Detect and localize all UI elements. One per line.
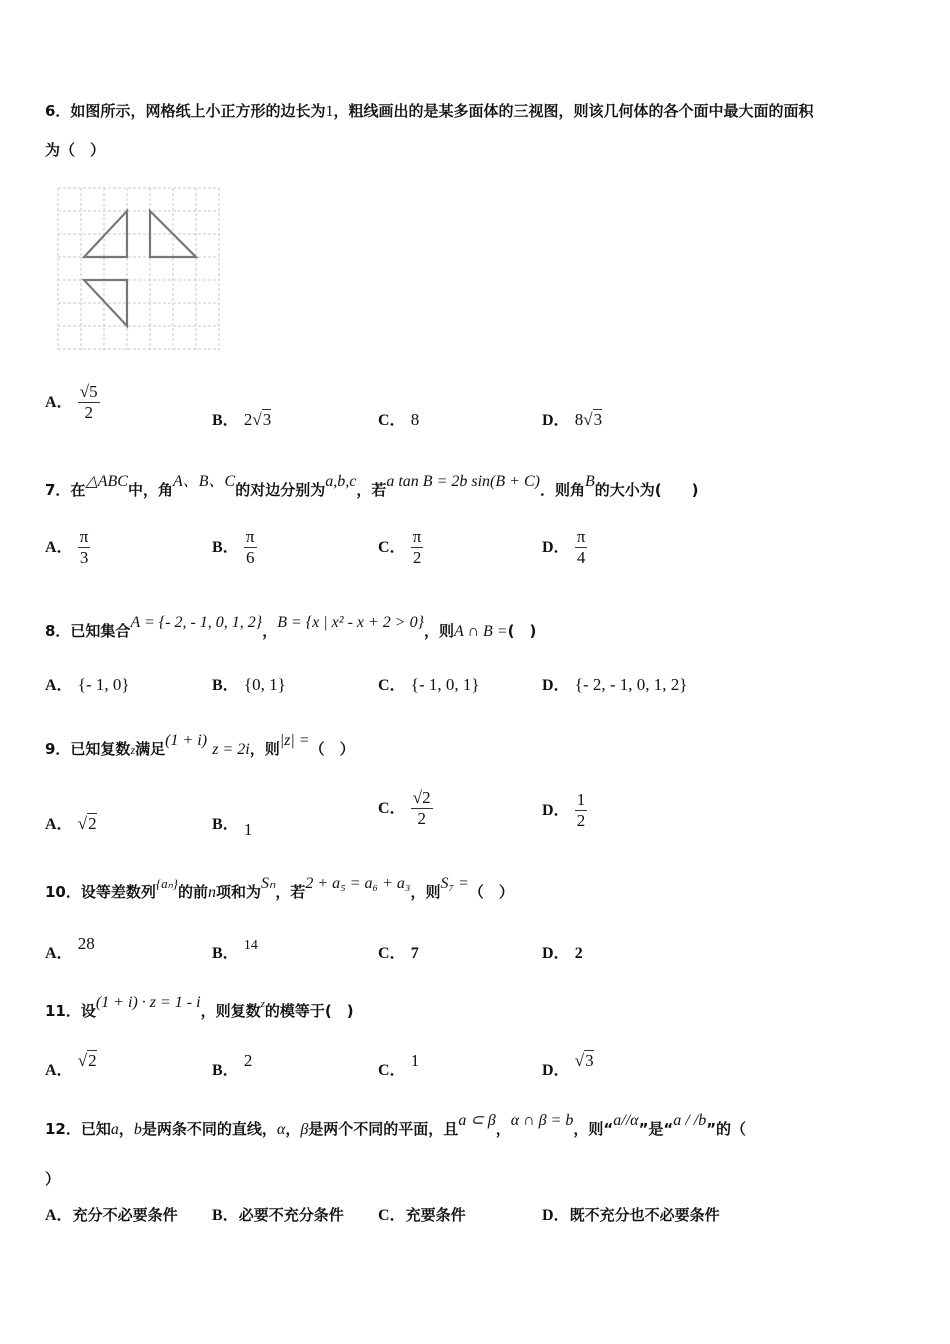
q7-p3: 的对边分别为 — [235, 481, 326, 499]
q7-options-B-label: B． — [212, 539, 239, 556]
q7-options-A-num: π — [79, 527, 89, 546]
q7-angB: B — [584, 473, 595, 490]
q12-p2: ， — [118, 1120, 134, 1138]
q9-option-d[interactable] — [542, 790, 587, 831]
q9-eq2: z = 2i — [212, 741, 250, 758]
q12-options-C-text: 充要条件 — [405, 1206, 466, 1224]
q9-options-D-label: D． — [542, 802, 570, 819]
q12-option-c[interactable] — [378, 1202, 466, 1225]
q10-option-a[interactable] — [45, 934, 95, 963]
q8-p3: ，则 — [424, 622, 455, 640]
q11-option-b[interactable] — [212, 1051, 253, 1080]
q9-p4: （ ） — [309, 740, 355, 758]
q9-eq1: (1 + i) — [165, 732, 208, 749]
q7-options-A-den: 3 — [79, 548, 89, 567]
question-12-stem — [45, 1112, 747, 1142]
q6-text_b: ，粗线画出的是某多面体的三视图，则该几何体的各个面中最大面的面积 — [333, 102, 814, 120]
q10-eq: 2 + a₅ = a₆ + a₃ — [305, 875, 411, 892]
q12-p4: ， — [285, 1120, 301, 1138]
q7-angles: A、B、C — [172, 473, 236, 490]
q11-options-A-rad: 2 — [88, 1051, 97, 1070]
q12-c1: a ⊂ β — [458, 1112, 496, 1129]
q9-options-D-den: 2 — [576, 811, 586, 830]
q12-option-a[interactable] — [45, 1202, 178, 1225]
q9-mod: |z| = — [279, 732, 310, 749]
square-root: √3 — [574, 1051, 594, 1070]
q10-options-D-val: 2 — [574, 945, 583, 962]
q8-options-A-label: A． — [45, 677, 73, 694]
q9-option-a[interactable] — [45, 811, 97, 834]
q10-options-C-label: C． — [378, 945, 406, 962]
q6-options-A-num: √5 — [79, 382, 98, 401]
q9-option-c[interactable] — [378, 788, 433, 829]
q12-p3: 是两条不同的直线， — [141, 1120, 277, 1138]
question-12-stem-cont — [45, 1167, 60, 1191]
q12-option-b[interactable] — [212, 1202, 344, 1225]
q7-options-B-num: π — [245, 527, 255, 546]
q11-options-D-label: D． — [542, 1062, 570, 1079]
q6-option-c[interactable] — [378, 407, 419, 430]
q10-options-B-label: B． — [212, 945, 239, 962]
fraction — [78, 382, 100, 423]
q10-options-C-val: 7 — [410, 945, 419, 962]
q7-options-C-label: C． — [378, 539, 406, 556]
fraction — [411, 788, 433, 829]
q8-option-c[interactable] — [378, 672, 480, 695]
q12-options-D-text: 既不充分也不必要条件 — [569, 1206, 720, 1224]
q7-option-c[interactable] — [378, 527, 423, 568]
question-7-stem — [45, 473, 699, 503]
q12-p9: ”的（ — [706, 1120, 747, 1138]
q6-options-A-label: A． — [45, 394, 73, 411]
q12-p8: ”是“ — [638, 1120, 674, 1138]
q8-option-d[interactable] — [542, 672, 687, 695]
q6-options-D-label: D． — [542, 412, 570, 429]
q8-options-B-val: {0, 1} — [243, 675, 286, 694]
q11-options-B-val: 2 — [243, 1051, 253, 1070]
q9-options-B-val: 1 — [243, 820, 253, 839]
q9-p2: 满足 — [135, 740, 166, 758]
q8-options-C-val: {- 1, 0, 1} — [410, 675, 480, 694]
fraction — [411, 527, 424, 568]
q7-p5: ．则角 — [539, 481, 585, 499]
q11-option-c[interactable] — [378, 1051, 420, 1080]
q12-options-B-label: B． — [212, 1207, 239, 1224]
q7-option-a[interactable] — [45, 527, 90, 568]
q10-options-A-label: A． — [45, 945, 73, 962]
q11-option-a[interactable] — [45, 1051, 97, 1080]
q8-setB: B = {x | x² - x + 2 > 0} — [277, 614, 424, 631]
q8-options-B-label: B． — [212, 677, 239, 694]
q9-options-A-label: A． — [45, 816, 73, 833]
q10-p2: 的前 — [177, 883, 208, 901]
q12-options-A-label: A． — [45, 1207, 73, 1224]
q12-options-C-label: C． — [378, 1207, 406, 1224]
q12-p7: ，则“ — [573, 1120, 614, 1138]
q11-p3: 的模等于( ) — [264, 1002, 354, 1020]
q9-option-b[interactable] — [212, 811, 253, 839]
q10-n: n — [207, 884, 216, 901]
q7-p2: 中，角 — [127, 481, 173, 499]
q7-options-D-den: 4 — [576, 548, 586, 567]
q12-p5: 是两个不同的平面，且 — [308, 1120, 459, 1138]
q7-p4: ，若 — [356, 481, 387, 499]
q12-c2: α ∩ β = b — [510, 1112, 574, 1129]
q8-p2: ， — [262, 622, 278, 640]
q11-options-A-label: A． — [45, 1062, 73, 1079]
question-10-stem — [45, 875, 514, 905]
q12-alpha: α — [276, 1121, 286, 1138]
question-6-stem-cont — [45, 138, 105, 162]
q11-options-C-val: 1 — [410, 1051, 420, 1070]
q7-option-d[interactable] — [542, 527, 587, 568]
fraction — [78, 527, 91, 568]
q8-options-D-label: D． — [542, 677, 570, 694]
q9-options-A-rad: 2 — [88, 814, 97, 833]
q6-options-C-val: 8 — [410, 410, 420, 429]
q10-seq: {aₙ} — [155, 876, 178, 891]
q8-setA: A = {- 2, - 1, 0, 1, 2} — [130, 614, 263, 631]
q9-options-D-num: 1 — [576, 790, 586, 809]
q8-p1: 8．已知集合 — [45, 622, 131, 640]
q11-z: z — [260, 998, 265, 1010]
q7-eq: a tan B = 2b sin(B + C) — [386, 473, 540, 490]
q7-options-D-label: D． — [542, 539, 570, 556]
q8-option-a[interactable] — [45, 672, 130, 695]
three-view-grid-figure — [55, 185, 225, 355]
q11-p1: 11．设 — [45, 1002, 96, 1020]
q8-options-C-label: C． — [378, 677, 406, 694]
q12-options-A-text: 充分不必要条件 — [72, 1206, 178, 1224]
square-root: √2 — [77, 814, 97, 833]
q12-p1: 12．已知 — [45, 1120, 111, 1138]
q10-options-D-label: D． — [542, 945, 570, 962]
q6-options-B-rad: 3 — [262, 410, 272, 429]
q10-options-B-val: 14 — [243, 938, 258, 953]
square-root: 2√3 — [243, 410, 272, 429]
q9-options-C-label: C． — [378, 800, 406, 817]
q10-option-b[interactable] — [212, 940, 258, 963]
q7-options-C-num: π — [412, 527, 422, 546]
q10-p4: ，若 — [275, 883, 306, 901]
q6-one: 1 — [325, 103, 334, 120]
q6-option-a[interactable] — [45, 382, 100, 423]
q9-p3: ，则 — [249, 740, 280, 758]
q8-options-D-val: {- 2, - 1, 0, 1, 2} — [574, 675, 688, 694]
q10-option-d[interactable] — [542, 940, 583, 963]
q8-options-A-val: {- 1, 0} — [77, 675, 130, 694]
q9-options-B-label: B． — [212, 816, 239, 833]
q11-options-C-label: C． — [378, 1062, 406, 1079]
square-root: 8√3 — [574, 410, 603, 429]
q12-p6: ， — [495, 1120, 511, 1138]
q6-text_a: 6．如图所示，网格纸上小正方形的边长为 — [45, 102, 326, 120]
q10-p1: 10．设等差数列 — [45, 883, 156, 901]
q11-options-D-rad: 3 — [585, 1051, 594, 1070]
q9-p1: 9．已知复数 — [45, 740, 131, 758]
q10-sn: Sₙ — [260, 875, 276, 892]
q7-p1: 7．在 — [45, 481, 86, 499]
q6-options-A-den: 2 — [84, 403, 93, 422]
q12-a: a — [110, 1121, 119, 1138]
fraction — [244, 527, 257, 568]
q12-s1: a//α — [613, 1112, 639, 1129]
q11-option-d[interactable] — [542, 1051, 594, 1080]
q7-tri: △ABC — [85, 473, 128, 490]
q7-sides: a,b,c — [325, 473, 357, 490]
q7-options-D-num: π — [576, 527, 586, 546]
q12-options-B-text: 必要不充分条件 — [238, 1206, 344, 1224]
q6-option-d[interactable] — [542, 407, 602, 430]
q9-z: z — [130, 743, 136, 757]
q11-options-B-label: B． — [212, 1062, 239, 1079]
q10-option-c[interactable] — [378, 940, 419, 963]
q10-p5: ，则 — [410, 883, 441, 901]
question-11-stem — [45, 994, 354, 1025]
question-6-stem — [45, 99, 813, 124]
q12-option-d[interactable] — [542, 1202, 720, 1225]
q6-options-B-coef: 2 — [243, 410, 253, 429]
q10-p3: 项和为 — [215, 883, 261, 901]
q12-beta: β — [300, 1121, 309, 1138]
q6-option-b[interactable] — [212, 407, 271, 430]
fraction — [575, 790, 588, 831]
q6-text_c: 为（ ） — [45, 141, 106, 159]
q9-options-C-den: 2 — [417, 809, 426, 828]
q7-options-A-label: A． — [45, 539, 73, 556]
q7-options-C-den: 2 — [412, 548, 422, 567]
square-root: √2 — [77, 1051, 97, 1070]
q10-s7: S₇ = — [440, 875, 469, 892]
q7-options-B-den: 6 — [245, 548, 255, 567]
q6-options-B-label: B． — [212, 412, 239, 429]
q9-options-C-num: √2 — [412, 788, 431, 807]
q12-close: ） — [45, 1170, 61, 1188]
question-8-stem — [45, 614, 537, 644]
q10-p6: （ ） — [468, 883, 514, 901]
q10-options-A-val: 28 — [77, 934, 95, 953]
q12-options-D-label: D． — [542, 1207, 570, 1224]
q6-options-C-label: C． — [378, 412, 406, 429]
q8-option-b[interactable] — [212, 672, 286, 695]
q6-options-D-coef: 8 — [574, 410, 584, 429]
fraction — [575, 527, 588, 568]
q11-eq: (1 + i) · z = 1 - i — [95, 994, 201, 1011]
question-9-stem — [45, 732, 355, 762]
q11-p2: ，则复数 — [200, 1002, 261, 1020]
q12-b: b — [133, 1121, 142, 1138]
q8-inter: A ∩ B = — [454, 623, 508, 640]
q7-p6: 的大小为( ) — [594, 481, 699, 499]
q7-option-b[interactable] — [212, 527, 257, 568]
q6-options-D-rad: 3 — [593, 410, 603, 429]
q12-s2: a / /b — [673, 1112, 707, 1129]
q8-p4: ( ) — [507, 622, 537, 640]
